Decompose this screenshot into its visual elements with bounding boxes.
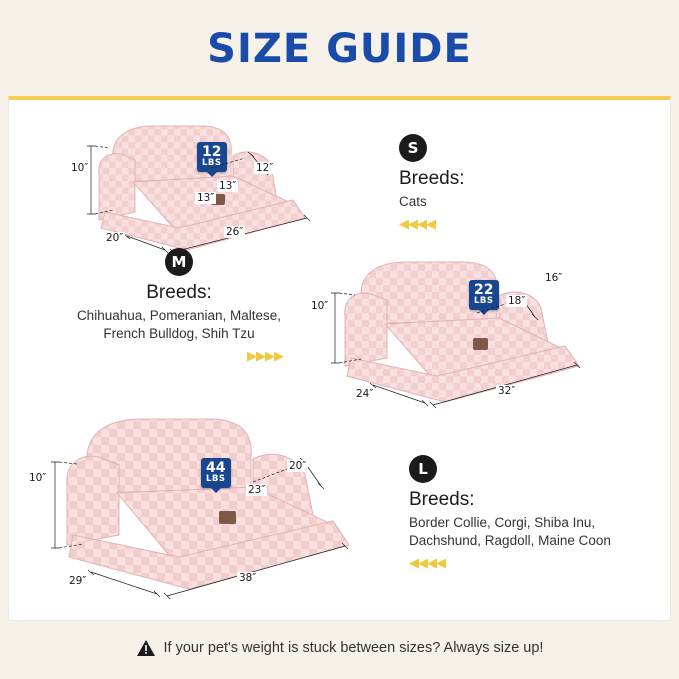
dim-small-seat: 13″: [197, 192, 215, 204]
dim-medium-inner-depth: 16″: [545, 272, 563, 284]
dim-medium-height: 10″: [311, 300, 329, 312]
weight-value: 12: [202, 144, 222, 160]
arrows-small: ◀◀◀◀: [399, 217, 435, 233]
breeds-label-medium: Breeds:: [146, 282, 212, 303]
weight-value: 44: [206, 460, 226, 476]
dim-large-inner-width: 23″: [248, 484, 266, 496]
breeds-list-medium-line1: Chihuahua, Pomeranian, Maltese,: [76, 308, 282, 323]
breeds-label-small: Breeds:: [399, 168, 465, 189]
dim-medium-width: 32″: [498, 385, 516, 397]
page-title: SIZE GUIDE: [207, 26, 472, 72]
dim-small-width: 26″: [226, 226, 244, 238]
dim-large-inner-depth: 20″: [289, 460, 307, 472]
breeds-list-large-line1: Border Collie, Corgi, Shiba Inu,: [409, 515, 596, 530]
breeds-list-medium-line2: French Bulldog, Shih Tzu: [103, 326, 255, 342]
dim-small-depth: 20″: [106, 232, 124, 244]
size-badge-small: S: [399, 134, 427, 162]
weight-unit: LBS: [202, 158, 222, 168]
dim-small-inner-width: 13″: [219, 180, 237, 192]
dim-large-width: 38″: [239, 572, 257, 584]
dim-medium-inner-width: 18″: [508, 295, 526, 307]
size-info-large: [409, 455, 659, 571]
size-badge-large: L: [409, 455, 437, 483]
size-info-small: [399, 134, 589, 232]
dim-large-depth: 29″: [69, 575, 87, 587]
dim-small-height: 10″: [71, 162, 89, 174]
size-info-medium: [39, 248, 319, 364]
breeds-list-large-line2: Dachshund, Ragdoll, Maine Coon: [409, 533, 611, 549]
footer-note-text: If your pet's weight is stuck between sizes? Always size up!: [163, 640, 544, 656]
footer-note: [0, 639, 679, 657]
weight-unit: LBS: [474, 296, 494, 306]
breeds-label-large: Breeds:: [409, 489, 475, 510]
size-badge-medium: M: [165, 248, 193, 276]
breeds-list-small: Cats: [399, 194, 427, 209]
dim-large-height: 10″: [29, 472, 47, 484]
dim-small-inner-depth: 12″: [256, 162, 274, 174]
weight-unit: LBS: [206, 474, 226, 484]
size-guide-card: [8, 96, 671, 621]
warning-triangle-icon: [136, 639, 156, 657]
dim-medium-depth: 24″: [356, 388, 374, 400]
weight-value: 22: [474, 282, 494, 298]
arrows-large: ◀◀◀◀: [409, 556, 445, 572]
arrows-medium: ▶▶▶▶: [247, 349, 283, 365]
